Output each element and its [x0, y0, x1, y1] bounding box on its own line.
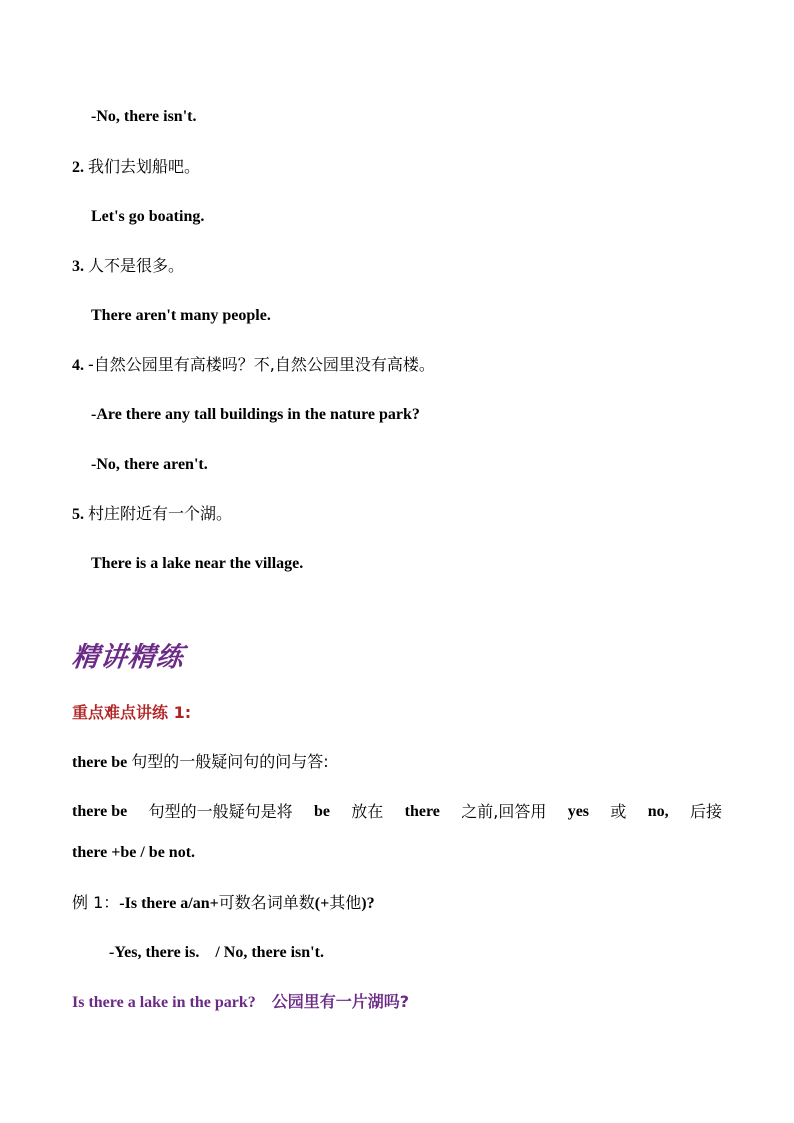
rule-part: 或: [610, 802, 627, 821]
sample-sentence: [72, 992, 409, 1013]
rule-part: there be: [72, 803, 128, 820]
item-number: 4.: [72, 357, 84, 374]
item-4-question: [72, 355, 435, 376]
example-q-part: 可数名词单数: [218, 893, 315, 912]
item-chinese: 村庄附近有一个湖。: [88, 504, 233, 523]
rule-part: yes: [567, 803, 590, 820]
item-5-question: [72, 504, 232, 525]
item-2-answer: Let's go boating.: [91, 208, 205, 225]
item-5-answer: There is a lake near the village.: [91, 555, 304, 572]
item-3-answer: There aren't many people.: [91, 307, 271, 324]
rule-part: 之前,回答用: [461, 802, 547, 821]
item-chinese: 人不是很多。: [88, 256, 185, 275]
example-answer: -Yes, there is. / No, there isn't.: [109, 944, 324, 961]
intro-line: [72, 752, 329, 773]
sample-chinese: 公园里有一片湖吗?: [271, 992, 410, 1011]
example-q-part: -Is there a/an+: [119, 895, 219, 912]
section-heading: 精讲精练: [70, 642, 186, 673]
example-label: 例 1：: [72, 893, 120, 912]
rule-part: 放在: [351, 802, 384, 821]
rule-part: 句型的一般疑句是将: [148, 802, 293, 821]
item-number: 5.: [72, 506, 84, 523]
rule-part: there: [404, 803, 440, 820]
sample-english: Is there a lake in the park?: [72, 994, 256, 1011]
rule-part: be: [313, 803, 330, 820]
item-chinese: 我们去划船吧。: [88, 157, 201, 176]
item-4-answer-question: -Are there any tall buildings in the nature park?: [91, 406, 420, 423]
example-question: [72, 893, 375, 914]
example-q-part: )?: [361, 895, 375, 912]
item-number: 2.: [72, 159, 84, 176]
item-2-question: [72, 157, 200, 178]
example-q-part: (+: [314, 895, 330, 912]
rule-line-2: there +be / be not.: [72, 844, 196, 861]
example-q-part: 其他: [329, 893, 362, 912]
item-4-answer-response: -No, there aren't.: [91, 456, 208, 473]
intro-english: there be: [72, 754, 128, 771]
intro-chinese: 句型的一般疑问句的问与答:: [131, 752, 329, 771]
section-subheading: [72, 703, 191, 724]
rule-line: [72, 802, 722, 822]
item-chinese: -自然公园里有高楼吗？不,自然公园里没有高楼。: [88, 355, 435, 374]
rule-part: 后接: [689, 802, 722, 821]
item-3-question: [72, 256, 184, 277]
item-number: 3.: [72, 258, 84, 275]
answer-line: -No, there isn't.: [91, 108, 197, 125]
rule-part: no,: [647, 803, 669, 820]
subheading-text: 重点难点讲练 1:: [72, 703, 192, 722]
